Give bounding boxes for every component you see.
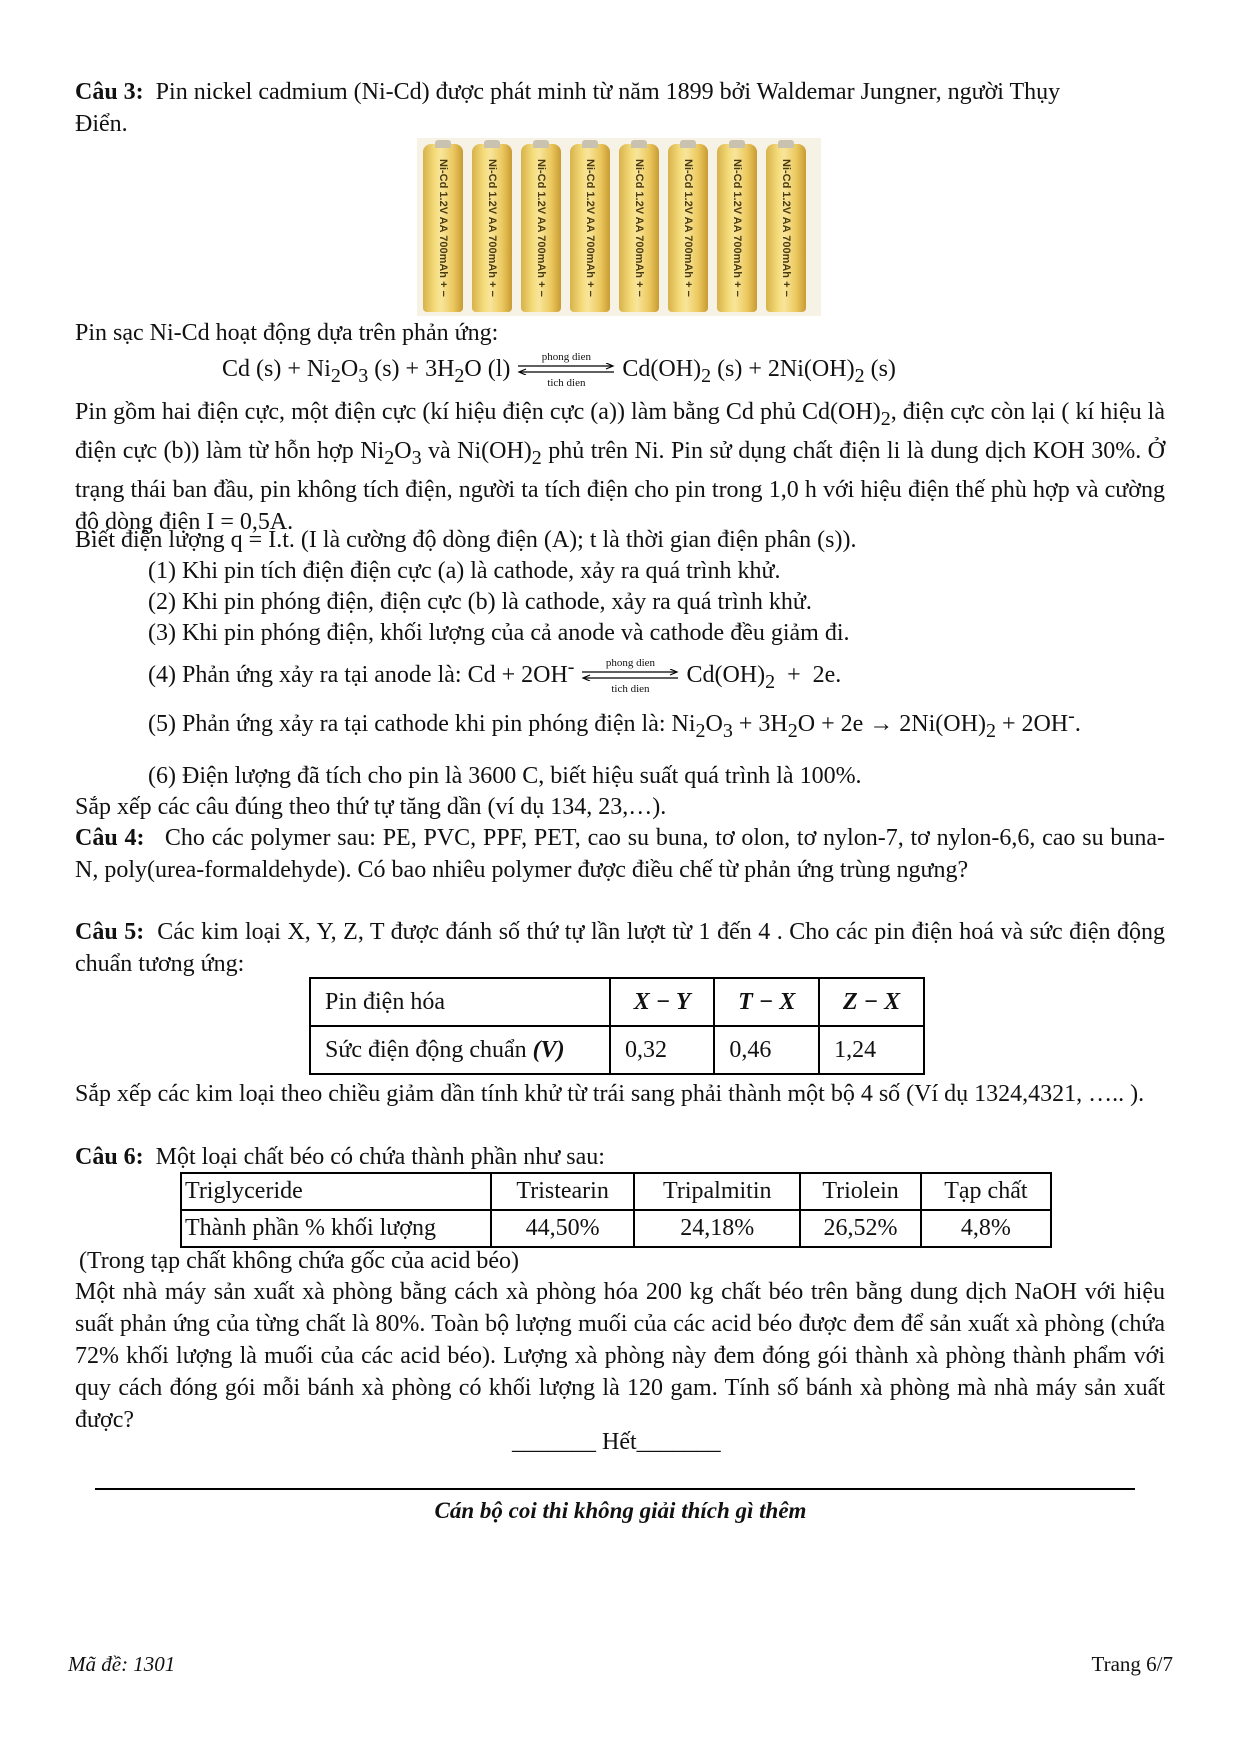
fat-composition-table [180, 1172, 1052, 1248]
fat-cell: Thành phần % khối lượng [181, 1210, 491, 1247]
statement-4: (4) Phản ứng xảy ra tại anode là: Cd + 2OH- phong dien tich dien $Cd(OH)_2 + 2e$. [148, 656, 842, 696]
statement-5: (5) Phản ứng xảy ra tại cathode khi pin phóng điện là: $Ni_2O_3 + 3H_2O + 2e \to 2Ni(OH)_2 + 2OH^-$. [148, 705, 1081, 742]
emf-row2-label: Sức điện động chuẩn (V) [310, 1026, 610, 1074]
battery-cell: Ni-Cd 1.2V AA 700mAh + − [619, 144, 659, 312]
q5-after: Sắp xếp các kim loại theo chiều giảm dần tính khử từ trái sang phải thành một bộ 4 số (Ví dụ 1324,4321, ….. ). [75, 1081, 1145, 1107]
battery-photo [417, 138, 821, 316]
battery-cell: Ni-Cd 1.2V AA 700mAh + − [766, 144, 806, 312]
battery-cell: Ni-Cd 1.2V AA 700mAh + − [717, 144, 757, 312]
q4-label: Câu 4: [75, 825, 145, 851]
exam-code: Mã đề: 1301 [68, 1652, 176, 1676]
emf-value: 0,46 [714, 1026, 819, 1074]
fat-cell: Tạp chất [921, 1173, 1051, 1210]
q5 [75, 916, 1165, 980]
q4 [75, 822, 1165, 886]
statement-1: (1) Khi pin tích điện điện cực (a) là cathode, xảy ra quá trình khử. [148, 558, 781, 584]
fat-cell: 4,8% [921, 1210, 1051, 1247]
emf-header: T − X [714, 978, 819, 1026]
emf-header: X − Y [610, 978, 714, 1026]
arrow-label-discharge: phong dien [541, 351, 591, 364]
emf-value: 1,24 [819, 1026, 924, 1074]
battery-cell: Ni-Cd 1.2V AA 700mAh + − [472, 144, 512, 312]
q6-text: Một loại chất béo có chứa thành phần như sau: [155, 1144, 605, 1170]
fat-cell: Tristearin [491, 1173, 634, 1210]
end-mark: _______ Hết_______ [512, 1429, 721, 1455]
reaction-intro: Pin sạc Ni-Cd hoạt động dựa trên phản ứng: [75, 320, 499, 346]
q6-note: (Trong tạp chất không chứa gốc của acid béo) [79, 1248, 519, 1274]
main-reaction: Cd $(s) + Ni_2O_3$ $(s) + 3H_2O$ (l) phong dien tich dien $Cd(OH)_2$ $(s) + 2Ni(OH)_2$ (s) [222, 351, 896, 390]
q3-label: Câu 3: [75, 79, 144, 105]
q3-intro [75, 76, 1165, 108]
q5-label: Câu 5: [75, 919, 145, 945]
q5-text: Các kim loại X, Y, Z, T được đánh số thứ tự lần lượt từ 1 đến 4 . Cho các pin điện hoá và sức điện động chuẩn tương ứng: [75, 919, 1166, 977]
q6-body: Một nhà máy sản xuất xà phòng bằng cách xà phòng hóa 200 kg chất béo trên bằng dung dịch NaOH với hiệu suất phản ứng của từng chất là 80%. Toàn bộ lượng muối của các acid béo được đem để sản xuất xà phòng (chứa 72% khối lượng là muối của các acid béo). Lượng xà phòng này đem đóng gói thành xà phòng thành phẩm với quy cách đóng gói mỗi bánh xà phòng có khối lượng là 120 gam. Tính số bánh xà phòng mà nhà máy sản xuất được? [75, 1279, 1165, 1433]
q4-text: Cho các polymer sau: PE, PVC, PPF, PET, cao su buna, tơ olon, tơ nylon-7, tơ nylon-6,6, cao su buna-N, poly(urea-formaldehyde). Có bao nhiêu polymer được điều chế từ phản ứng trùng ngưng? [75, 825, 1166, 883]
emf-table [309, 977, 925, 1075]
emf-value: 0,32 [610, 1026, 714, 1074]
q3-intro-cont: Điển. [75, 111, 128, 137]
statement-3: (3) Khi pin phóng điện, khối lượng của cả anode và cathode đều giảm đi. [148, 620, 850, 646]
reversible-arrow [516, 351, 616, 390]
q6-intro [75, 1142, 605, 1172]
fat-cell: 24,18% [634, 1210, 800, 1247]
arrow-label-charge: tich dien [547, 377, 586, 390]
battery-cell: Ni-Cd 1.2V AA 700mAh + − [423, 144, 463, 312]
q6-label: Câu 6: [75, 1144, 144, 1170]
proctor-note: Cán bộ coi thi không giải thích gì thêm [434, 1498, 807, 1523]
q3-sort-instruction: Sắp xếp các câu đúng theo thứ tự tăng dần (ví dụ 134, 23,…). [75, 794, 667, 820]
q3-description: Pin gồm hai điện cực, một điện cực (kí hiệu điện cực (a)) làm bằng Cd phủ $Cd(OH)_2$, điện cực còn lại ( kí hiệu là điện cực (b)) làm từ hỗn hợp $Ni_2O_3$ và $Ni(OH)_2$ phủ trên Ni. Pin sử dụng chất điện li là dung dịch KOH 30%. Ở trạng thái ban đầu, pin không tích điện, người ta tích điện cho pin trong 1,0 h với hiệu điện thế phù hợp và cường độ dòng điện I = 0,5A. [75, 399, 1166, 535]
battery-cell: Ni-Cd 1.2V AA 700mAh + − [521, 144, 561, 312]
charge-formula: Biết điện lượng q = I.t. (I là cường độ dòng điện (A); t là thời gian điện phân (s)). [75, 527, 857, 553]
q3-intro-text: Pin nickel cadmium (Ni-Cd) được phát minh từ năm 1899 bởi Waldemar Jungner, người Thụy [155, 79, 1061, 105]
fat-cell: 44,50% [491, 1210, 634, 1247]
fat-cell: 26,52% [800, 1210, 920, 1247]
fat-cell: Triolein [800, 1173, 920, 1210]
page-number: Trang 6/7 [1091, 1652, 1173, 1676]
emf-header: Z − X [819, 978, 924, 1026]
divider [95, 1488, 1135, 1490]
battery-cell: Ni-Cd 1.2V AA 700mAh + − [570, 144, 610, 312]
fat-cell: Triglyceride [181, 1173, 491, 1210]
battery-cell: Ni-Cd 1.2V AA 700mAh + − [668, 144, 708, 312]
fat-cell: Tripalmitin [634, 1173, 800, 1210]
statement-6: (6) Điện lượng đã tích cho pin là 3600 C, biết hiệu suất quá trình là 100%. [148, 763, 862, 789]
statement-2: (2) Khi pin phóng điện, điện cực (b) là cathode, xảy ra quá trình khử. [148, 589, 812, 615]
reversible-arrow: phong dien tich dien [580, 661, 680, 691]
emf-row1-label: Pin điện hóa [310, 978, 610, 1026]
